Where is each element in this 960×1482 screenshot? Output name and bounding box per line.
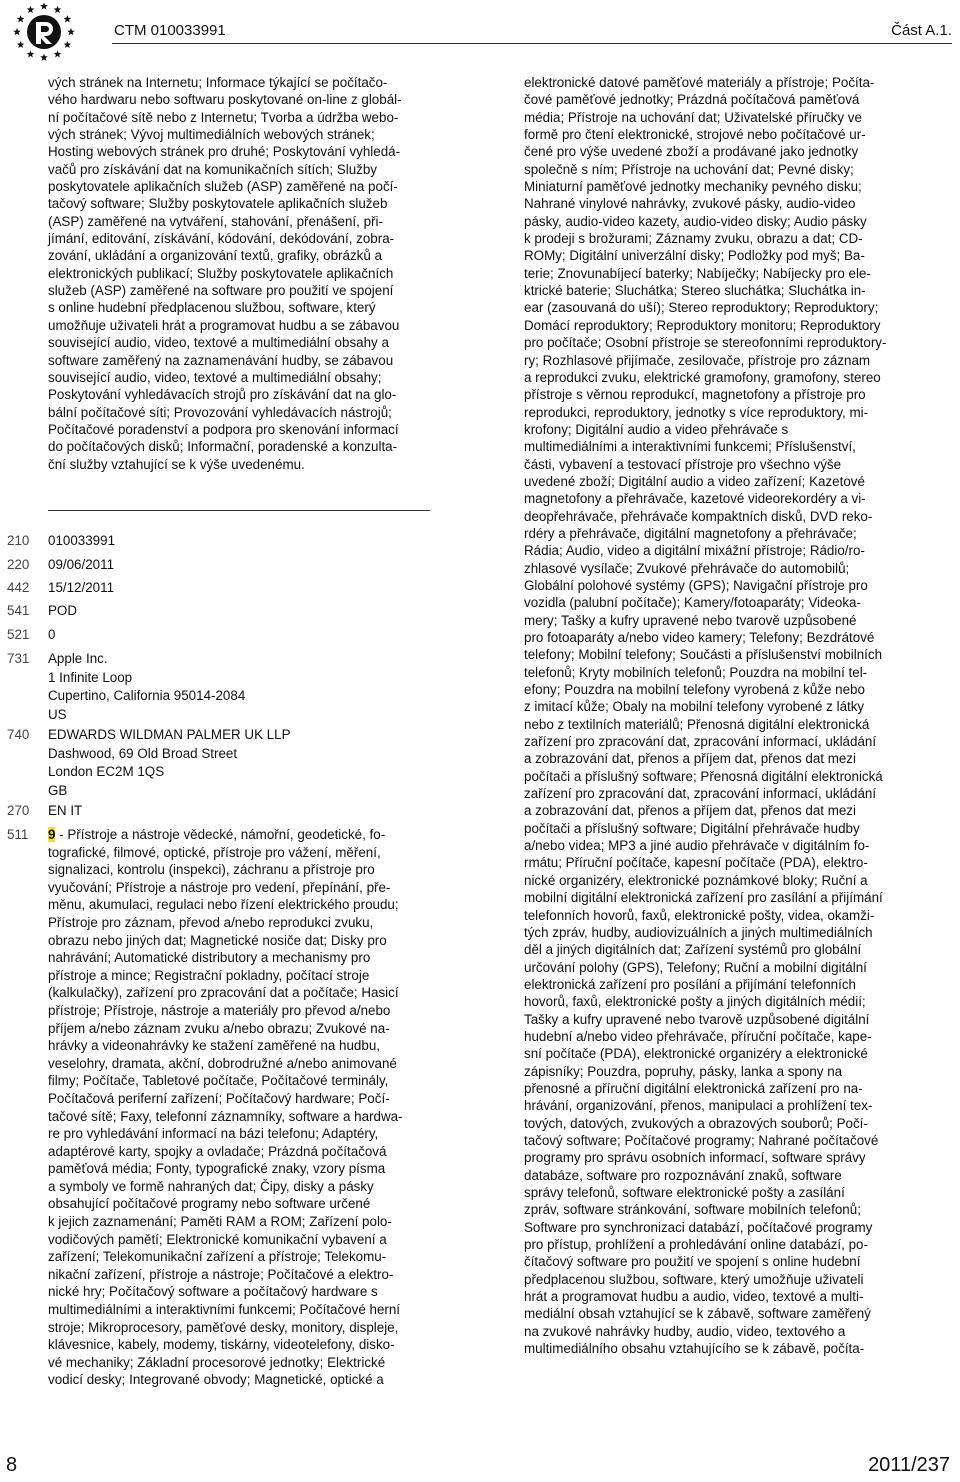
text-line: vyučování; Přístroje a nástroje pro vedení, přepínání, pře- <box>48 879 391 895</box>
text-line: klávesnice, kabely, modemy, tiskárny, videotelefony, disko- <box>48 1337 395 1353</box>
text-line: hudební a/nebo video přehrávače, příruční počítače, kape- <box>524 1028 872 1044</box>
text-line: měnu, akumulaci, regulaci nebo řízení elektrického proudu; <box>48 897 399 913</box>
text-line: zařízení pro zpracování dat, zpracování informací, ukládání <box>524 734 877 750</box>
text-line: multimediálního obsahu vztahujícího se k zábavě, počíta- <box>524 1341 865 1357</box>
text-line: počítači a příslušný software; Digitální přehrávače hudby <box>524 820 860 836</box>
text-line: ROMy; Digitální univerzální disky; Podložky pod myš; Ba- <box>524 248 865 264</box>
issue-number: 2011/237 <box>868 1454 950 1476</box>
text-line: (ASP) zaměřené na vytváření, stahování, přenášení, při- <box>48 213 383 229</box>
text-line: vodicí desky; Integrované obvody; Magnetické, optické a <box>48 1372 384 1388</box>
text-line: adaptérové karty, spojky a ovladače; Prázdná počítačová <box>48 1143 387 1159</box>
text-line: k jejich zaznamenání; Paměti RAM a ROM; Zařízení polo- <box>48 1214 392 1230</box>
text-line: mediální obsah vztahující se k zábavě, software zaměřený <box>524 1306 871 1322</box>
text-line: bální počítačové síti; Provozování vyhledávacích nástrojů; <box>48 404 392 420</box>
record-code: 731 <box>7 651 30 666</box>
text-line: předplacenou službou, software, který umožňuje uživateli <box>524 1271 864 1287</box>
record-value-line: 010033991 <box>48 533 116 548</box>
text-line: tačové sítě; Faxy, telefonní záznamníky, software a hardwa- <box>48 1108 403 1124</box>
star-icon <box>64 41 72 48</box>
text-line: krofony; Digitální audio a video přehrávače s <box>524 421 789 437</box>
text-line: zařízení; Telekomunikační zařízení a přístroje; Telekomu- <box>48 1249 387 1265</box>
star-icon <box>67 28 75 35</box>
text-line: tografické, filmové, optické, přístroje pro vážení, měření, <box>48 844 381 860</box>
text-line: a zobrazování dat, přenos a příjem dat, přenos dat mezi <box>524 803 856 819</box>
text-line: rmátu; Příruční počítače, kapesní počítače (PDA), elektro- <box>524 855 868 871</box>
text-line: Poskytování vyhledávacích strojů pro získávání dat na glo- <box>48 387 397 403</box>
header-divider <box>112 43 952 44</box>
text-line: a symboly ve formě nahraných dat; Čipy, disky a pásky <box>48 1178 374 1194</box>
text-line: programy pro správu osobních informací, software správy <box>524 1150 866 1166</box>
record-value-line: 09/06/2011 <box>48 557 115 572</box>
text-line: elektronická zařízení pro posílání a přijímání telefonních <box>524 976 856 992</box>
record-value-line: US <box>48 706 67 722</box>
record-value <box>48 802 82 821</box>
text-line: přístroje s věrnou reprodukcí, magnetofony a přístroje pro <box>524 387 866 403</box>
record-value <box>48 579 114 598</box>
text-line: stroje; Mikroprocesory, paměťové desky, monitory, displeje, <box>48 1319 399 1335</box>
record-value-line: Cupertino, California 95014-2084 <box>48 688 246 703</box>
class-511-goods-list <box>48 826 432 1389</box>
text-line: Globální polohové systémy (GPS); Navigační přístroje pro <box>524 577 868 593</box>
text-line: nebo z textilních materiálů; Přenosná digitální elektronická <box>524 716 870 732</box>
text-line: služeb (ASP) zaměřené na software pro použití ve spojení <box>48 283 394 299</box>
text-line: jímání, editování, získávání, kódování, dekódování, zobra- <box>48 231 395 247</box>
text-line: sní počítače (PDA), elektronické organizéry a elektronické <box>524 1046 868 1062</box>
text-line: pro přístup, prohlížení a prohledávání online databází, po- <box>524 1237 868 1253</box>
header-part-label: Část A.1. <box>891 22 952 39</box>
text-line: obrazu nebo jiných dat; Magnetické nosiče dat; Disky pro <box>48 932 387 948</box>
text-line: nikační zařízení, přístroje a nástroje; Počítačové a elektro- <box>48 1266 394 1282</box>
text-line: (kalkulačky), zařízení pro zpracování dat a počítače; Hasicí <box>48 985 399 1001</box>
text-line: související audio, video, textové a multimediální obsahy a <box>48 335 389 351</box>
text-line: magnetofony a přehrávače, kazetové videorekordéry a vi- <box>524 491 866 507</box>
text-line: multimediálními a interaktivními funkcemi; Příslušenství, <box>524 439 856 455</box>
text-line: hrávání, organizování, přenos, manipulaci a prohlížení tex- <box>524 1098 873 1114</box>
text-line: Software pro synchronizaci databází, počítačové programy <box>524 1219 873 1235</box>
text-line: Přístroje pro záznam, převod a/nebo reprodukci zvuku, <box>48 914 374 930</box>
record-value-line: 0 <box>48 627 56 642</box>
text-line: pro fotoaparáty a/nebo video kamery; Telefony; Bezdrátové <box>524 630 875 645</box>
record-code: 442 <box>7 580 30 595</box>
record-code: 521 <box>7 627 30 642</box>
star-icon <box>54 6 62 13</box>
star-icon <box>17 15 25 22</box>
record-value-line: POD <box>48 603 78 618</box>
text-line: mery; Tašky a kufry upravené nebo tvarově uzpůsobené <box>524 612 857 628</box>
text-line: čové paměťové jednotky; Prázdná počítačová paměťová <box>524 92 860 108</box>
text-line: tých zpráv, hudby, audiovizuálních a jiných multimediálních <box>524 924 873 940</box>
text-line: nické hry; Počítačový software a počítačový hardware s <box>48 1284 378 1300</box>
text-line: Rádia; Audio, video a digitální mixážní přístroje; Rádio/ro- <box>524 543 865 559</box>
text-line: média; Přístroje na uchování dat; Uživatelské příručky ve <box>524 109 862 125</box>
record-value <box>48 726 291 800</box>
record-value <box>48 602 77 621</box>
text-line: pásky, audio-video kazety, audio-video disky; Audio pásky <box>524 213 867 229</box>
record-value-line: Dashwood, 69 Old Broad Street <box>48 745 238 761</box>
text-line: terie; Znovunabíjecí baterky; Nabíječky; Nabíjecky pro ele- <box>524 265 871 281</box>
text-line: Tašky a kufry upravené nebo tvarově uzpůsobené digitální <box>524 1011 870 1027</box>
text-line: Počítačové poradenství a podpora pro skenování informací <box>48 421 399 437</box>
text-line: uvedené zboží; Digitální audio a video zařízení; Kazetové <box>524 473 865 489</box>
text-line: zhlasové vysílače; Zvukové přehrávače do automobilů; <box>524 560 850 576</box>
eu-stars-registered-logo-icon <box>4 2 84 62</box>
text-line: vozidla (palubní počítače); Kamery/fotoaparáty; Videoka- <box>524 595 861 611</box>
text-line: ear (zasouvaná do uší); Stereo reproduktory; Reproduktory; <box>524 300 879 316</box>
star-icon <box>27 50 35 57</box>
text-line: určování polohy (GPS), Telefony; Ruční a mobilní digitální <box>524 959 867 975</box>
text-line: multimediálními a interaktivními funkcemi; Počítačové herní <box>48 1302 401 1318</box>
text-line: software zaměřený na zaznamenávání hudby, se zábavou <box>48 352 394 368</box>
text-line: a zobrazování dat, přenos a příjem dat, přenos dat mezi <box>524 751 856 767</box>
text-line: reprodukci, reproduktory, jednotky s více reproduktory, mi- <box>524 404 869 420</box>
text-line: paměťová média; Fonty, typografické znaky, vzory písma <box>48 1161 386 1177</box>
text-line: a/nebo videa; MP3 a jiné audio přehrávače v digitálním fo- <box>524 838 870 854</box>
text-line: poskytovatele aplikačních služeb (ASP) zaměřené na počí- <box>48 179 398 195</box>
text-line: s online hudební předplacenou službou, software, který <box>48 300 376 316</box>
text-line: elektronických publikací; Služby poskytovatele aplikačních <box>48 265 394 281</box>
record-value-line: EN IT <box>48 803 83 818</box>
text-line: děl a jiných digitálních dat; Zařízení systémů pro globální <box>524 942 862 958</box>
star-icon <box>40 54 48 61</box>
record-code: 511 <box>7 827 29 842</box>
text-line: ní počítačové sítě nebo z Internetu; Tvorba a údržba webo- <box>48 109 399 125</box>
text-line: vých stránek; Vývoj multimediálních webových stránek; <box>48 127 375 143</box>
text-line: obsahující počítačové programy nebo software určené <box>48 1196 371 1212</box>
text-line: elektronické datové paměťové materiály a přístroje; Počíta- <box>524 75 875 90</box>
left-column-text <box>48 74 432 473</box>
star-icon <box>17 41 25 48</box>
text-line: k prodeji s brožurami; Záznamy zvuku, obrazu a dat; CD- <box>524 231 863 247</box>
text-line: Počítačová periferní zařízení; Počítačový hardware; Počí- <box>48 1090 390 1106</box>
text-line: společně s ním; Přístroje na uchování dat; Pevné disky; <box>524 161 854 177</box>
record-value-line: Apple Inc. <box>48 651 108 666</box>
text-line: zařízení pro zpracování dat, zpracování informací, ukládání <box>524 786 877 802</box>
right-column-text <box>524 74 908 1357</box>
text-line: čítačový software pro použití ve spojení s online hudební <box>524 1254 861 1270</box>
record-value-line: GB <box>48 782 68 798</box>
text-line: ktrické baterie; Sluchátka; Stereo sluchátka; Sluchátka in- <box>524 283 866 299</box>
text-line: počítači a příslušný software; Přenosná digitální elektronická <box>524 768 883 784</box>
text-line: vých stránek na Internetu; Informace týkající se počítačo- <box>48 75 388 90</box>
class-511-first-line <box>48 826 432 844</box>
text-line: pro počítače; Osobní přístroje se stereofonními reproduktory- <box>524 335 887 351</box>
text-line: telefony; Mobilní telefony; Součásti a příslušenství mobilních <box>524 647 883 663</box>
text-line: do počítačových disků; Informační, poradenské a konzulta- <box>48 439 398 455</box>
text-line: ry; Rozhlasové přijímače, zesilovače, přístroje pro záznam <box>524 352 871 368</box>
text-line: mobilní digitální elektronická zařízení pro zasílání a přijímání <box>524 890 883 906</box>
text-line: Domácí reproduktory; Reproduktory monitoru; Reproduktory <box>524 317 881 333</box>
text-line: příjem a/nebo záznam zvuku a/nebo obrazu; Zvukové na- <box>48 1020 390 1036</box>
header-doc-number: CTM 010033991 <box>114 22 226 39</box>
text-line: databáze, software pro rozpoznávání znaků, software <box>524 1167 842 1183</box>
text-line: formě pro čtení elektronické, strojové nebo počítačové ur- <box>524 127 866 143</box>
text-line: související audio, video, textové a multimediální obsahy; <box>48 369 382 385</box>
text-line: zpráv, software stránkování, software mobilních telefonů; <box>524 1202 861 1218</box>
text-line: veselohry, dramata, akční, dobrodružné a/nebo animované <box>48 1055 397 1071</box>
text-line: zápisníky; Pouzdra, popruhy, pásky, lanka a spony na <box>524 1063 843 1079</box>
text-line: přenosné a příruční digitální elektronická zařízení pro na- <box>524 1080 863 1096</box>
text-line: re pro vyhledávání informací na bázi telefonu; Adaptéry, <box>48 1126 379 1142</box>
text-line: čené pro výše uvedené zboží a prodávané jako jednotky <box>524 144 859 160</box>
text-line: Hosting webových stránek pro druhé; Poskytování vyhledá- <box>48 144 401 160</box>
record-code: 220 <box>7 557 30 572</box>
text-line: části, vybavení a testovací přístroje pro všechno výše <box>524 456 842 472</box>
star-icon <box>27 6 35 13</box>
text-line: vé mechaniky; Základní procesorové jednotky; Elektrické <box>48 1354 386 1370</box>
page-number: 8 <box>6 1454 18 1476</box>
text-line: hrávky a videonahrávky ke stažení zaměřené na hudbu, <box>48 1038 380 1054</box>
record-value <box>48 532 115 551</box>
text-line: telefonů; Kryty mobilních telefonů; Pouzdra na mobilní tel- <box>524 664 868 680</box>
record-value-line: London EC2M 1QS <box>48 764 165 779</box>
text-line: umožňuje uživateli hrát a programovat hudbu a se zábavou <box>48 317 400 333</box>
text-line: tačový software; Počítačové programy; Nahrané počítačové <box>524 1132 879 1148</box>
text-line: deopřehrávače, přehrávače kompaktních disků, DVD reko- <box>524 508 873 524</box>
text-line: vačů pro získávání dat na komunikačních sítích; Služby <box>48 161 377 177</box>
text-line: vého hardwaru nebo softwaru poskytované on-line z globál- <box>48 92 402 108</box>
text-line: vodičových pamětí; Elektronické komunikační vybavení a <box>48 1231 387 1247</box>
text-line: a reprodukci zvuku, elektrické gramofony, gramofony, stereo <box>524 369 881 385</box>
text-line: nické organizéry, elektronické poznámkové bloky; Ruční a <box>524 872 868 888</box>
record-value-line: 1 Infinite Loop <box>48 669 133 685</box>
record-value <box>48 556 114 575</box>
record-value-line: 15/12/2011 <box>48 580 115 595</box>
text-line: Miniaturní paměťové jednotky mechaniky pevného disku; <box>524 179 862 195</box>
text-line: hovorů, faxů, elektronické pošty a jiných digitálních médií; <box>524 994 866 1010</box>
text-line: z imitací kůže; Obaly na mobilní telefony vyrobené z látky <box>524 699 865 715</box>
star-icon <box>64 15 72 22</box>
record-value <box>48 626 55 645</box>
text-line: tových, datových, zvukových a obrazových souborů; Počí- <box>524 1115 868 1131</box>
record-code: 270 <box>7 803 30 818</box>
star-icon <box>54 50 62 57</box>
text-line: telefonních hovorů, faxů, elektronické pošty, videa, okamži- <box>524 907 875 923</box>
record-value <box>48 650 245 724</box>
star-icon <box>13 28 21 35</box>
class-number-badge: 9 <box>48 827 56 842</box>
record-code: 541 <box>7 603 30 618</box>
text-line: efony; Pouzdra na mobilní telefony vyrobená z kůže nebo <box>524 682 865 698</box>
text-line: nahrávání; Automatické distributory a mechanismy pro <box>48 950 371 966</box>
text-line: správy telefonů, software elektronické pošty a zasílání <box>524 1185 845 1200</box>
record-value-line: EDWARDS WILDMAN PALMER UK LLP <box>48 727 291 742</box>
text-line: filmy; Počítače, Tabletové počítače, Počítačové terminály, <box>48 1073 389 1089</box>
text-line: ční služby vztahující se k výše uvedenému. <box>48 456 305 472</box>
text-line: Nahrané vinylové nahrávky, zvukové pásky, audio-video <box>524 196 856 212</box>
section-divider <box>48 510 430 511</box>
text-line: tačový software; Služby poskytovatele aplikačních služeb <box>48 196 388 212</box>
text-line: na zvukové nahrávky hudby, audio, video, textového a <box>524 1323 846 1339</box>
class-511-first-line-text: - Přístroje a nástroje vědecké, námořní, geodetické, fo- <box>55 827 386 842</box>
text-line: hrát a programovat hudbu a audio, video, textové a multi- <box>524 1289 864 1305</box>
text-line: přístroje; Přístroje, nástroje a materiály pro převod a/nebo <box>48 1002 391 1018</box>
text-line: zování, ukládání a organizování textů, grafiky, obrázků a <box>48 248 382 264</box>
text-line: přístroje a mince; Registrační pokladny, počítací stroje <box>48 967 370 983</box>
text-line: signalizaci, kontrolu (inspekci), záchranu a přístroje pro <box>48 862 375 878</box>
record-code: 740 <box>7 727 30 742</box>
text-line: rdéry a přehrávače, digitální magnetofony a přehrávače; <box>524 525 857 541</box>
star-icon <box>40 2 48 9</box>
record-code: 210 <box>7 533 30 548</box>
